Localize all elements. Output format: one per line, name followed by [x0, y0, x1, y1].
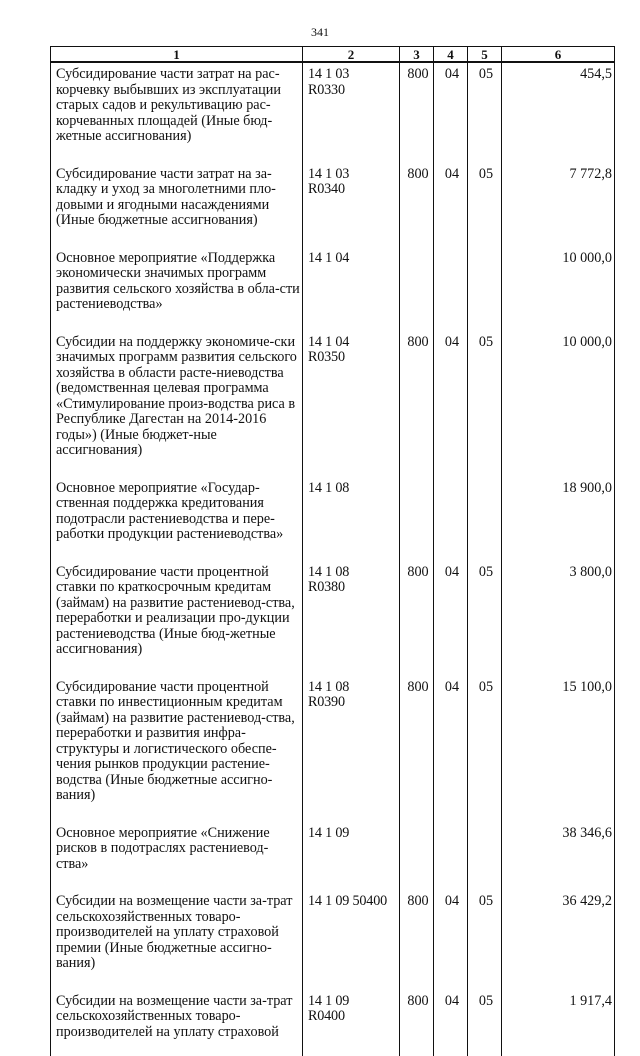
row-amount: 38 346,6 [502, 820, 615, 889]
row-description: Основное мероприятие «Поддержка экономически значимых программ развития сельского хозяйства в обла-сти растениеводства» [51, 245, 303, 329]
row-amount: 15 100,0 [502, 674, 615, 820]
column-header: 2 [303, 47, 400, 63]
row-amount: 36 429,2 [502, 888, 615, 988]
row-column-5: 05 [468, 559, 502, 674]
row-column-5: 05 [468, 62, 502, 161]
column-header: 5 [468, 47, 502, 63]
row-amount: 10 000,0 [502, 329, 615, 475]
column-header: 4 [434, 47, 468, 63]
row-description: Основное мероприятие «Снижение рисков в подотраслях растениевод-ства» [51, 820, 303, 889]
row-column-5 [468, 820, 502, 889]
row-amount: 454,5 [502, 62, 615, 161]
row-amount: 3 800,0 [502, 559, 615, 674]
row-description: Субсидии на поддержку экономиче-ски значимых программ развития сельского хозяйства в области расте-ниеводства (ведомственная целевая программа «Стимулирование произ-водства риса в Республике Дагестан на 2014-2016 годы») (Иные бюджет-ные ассигнования) [51, 329, 303, 475]
row-column-4 [434, 475, 468, 559]
row-column-4: 04 [434, 559, 468, 674]
row-description: Субсидирование части процентной ставки по инвестиционным кредитам (займам) на развитие растениевод-ства, переработки и развития инфра-структуры и логистического обеспе-чения рынков продукции растение-водства (Иные бюджетные ассигно-вания) [51, 674, 303, 820]
row-column-4 [434, 245, 468, 329]
row-column-5 [468, 475, 502, 559]
row-column-3: 800 [400, 329, 434, 475]
row-code: 14 1 08 R0390 [303, 674, 400, 820]
row-column-3: 800 [400, 559, 434, 674]
table-row [51, 329, 615, 475]
row-description: Субсидирование части затрат на за-кладку и уход за многолетними пло-довыми и ягодными насаждениями (Иные бюджетные ассигнования) [51, 161, 303, 245]
row-column-4: 04 [434, 329, 468, 475]
table-row [51, 888, 615, 988]
row-code: 14 1 03 R0330 [303, 62, 400, 161]
row-code: 14 1 09 50400 [303, 888, 400, 988]
row-description: Основное мероприятие «Государ-ственная поддержка кредитования подотрасли растениеводства и пере-работки продукции растениеводства» [51, 475, 303, 559]
row-column-4: 04 [434, 161, 468, 245]
table-row [51, 161, 615, 245]
table-row [51, 475, 615, 559]
column-header: 1 [51, 47, 303, 63]
row-column-4: 04 [434, 988, 468, 1056]
row-column-5: 05 [468, 674, 502, 820]
row-column-3 [400, 245, 434, 329]
row-code: 14 1 08 R0380 [303, 559, 400, 674]
row-column-4: 04 [434, 62, 468, 161]
row-description: Субсидирование части процентной ставки по краткосрочным кредитам (займам) на развитие растениевод-ства, переработки и реализации про-дукции растениеводства (Иные бюд-жетные ассигнования) [51, 559, 303, 674]
row-amount: 7 772,8 [502, 161, 615, 245]
table-row [51, 820, 615, 889]
row-code: 14 1 03 R0340 [303, 161, 400, 245]
row-column-5: 05 [468, 888, 502, 988]
row-column-3 [400, 820, 434, 889]
row-amount: 18 900,0 [502, 475, 615, 559]
row-description: Субсидии на возмещение части за-трат сельскохозяйственных товаро-производителей на уплату страховой [51, 988, 303, 1056]
table-body [51, 62, 615, 1056]
row-code: 14 1 09 R0400 [303, 988, 400, 1056]
table-row [51, 674, 615, 820]
table-row [51, 62, 615, 161]
row-column-3: 800 [400, 988, 434, 1056]
column-header: 6 [502, 47, 615, 63]
table-row [51, 988, 615, 1056]
row-code: 14 1 09 [303, 820, 400, 889]
row-column-3: 800 [400, 888, 434, 988]
row-column-3: 800 [400, 674, 434, 820]
row-column-3 [400, 475, 434, 559]
row-code: 14 1 04 R0350 [303, 329, 400, 475]
table-row [51, 245, 615, 329]
row-amount: 1 917,4 [502, 988, 615, 1056]
row-column-4 [434, 820, 468, 889]
row-column-4: 04 [434, 674, 468, 820]
row-column-5: 05 [468, 161, 502, 245]
row-code: 14 1 08 [303, 475, 400, 559]
row-column-5 [468, 245, 502, 329]
row-column-5: 05 [468, 988, 502, 1056]
row-column-5: 05 [468, 329, 502, 475]
row-column-3: 800 [400, 161, 434, 245]
row-column-4: 04 [434, 888, 468, 988]
table-row [51, 559, 615, 674]
page-number: 341 [0, 25, 640, 40]
table-header-row [51, 47, 615, 63]
row-amount: 10 000,0 [502, 245, 615, 329]
row-column-3: 800 [400, 62, 434, 161]
row-description: Субсидии на возмещение части за-трат сельскохозяйственных товаро-производителей на уплату страховой премии (Иные бюджетные ассигно-вания) [51, 888, 303, 988]
row-code: 14 1 04 [303, 245, 400, 329]
column-header: 3 [400, 47, 434, 63]
row-description: Субсидирование части затрат на рас-корчевку выбывших из эксплуатации старых садов и рекультивацию рас-корчеванных площадей (Иные бюд-жетные ассигнования) [51, 62, 303, 161]
